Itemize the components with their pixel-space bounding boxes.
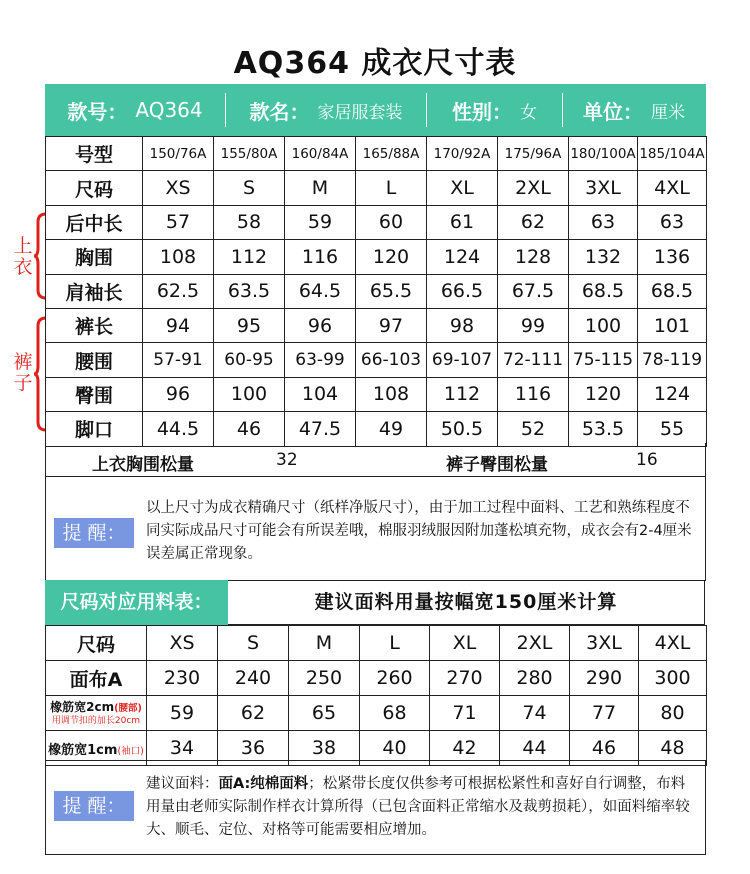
table-cell: 50.5 xyxy=(427,412,498,446)
hip-ease-label: 裤子臀围松量 xyxy=(446,455,548,475)
size-cell: L xyxy=(356,171,427,205)
table-cell: 55 xyxy=(638,412,707,446)
hip-ease-value: 16 xyxy=(636,450,658,470)
table-cell: 280 xyxy=(500,661,570,696)
row-label: 臀围 xyxy=(46,377,143,411)
size-cell: M xyxy=(285,171,356,205)
table-row xyxy=(46,412,707,446)
row-label: 肩袖长 xyxy=(46,274,143,308)
table-cell: 112 xyxy=(214,240,285,274)
table-cell: 49 xyxy=(356,412,427,446)
size-cell: XL xyxy=(427,171,498,205)
size-cell: L xyxy=(360,626,430,661)
size-cell: XL xyxy=(430,626,500,661)
table-cell: 99 xyxy=(498,308,569,342)
row-label: 脚口 xyxy=(46,412,143,446)
style-number-label: 款号： xyxy=(67,99,128,124)
fabric-section-header xyxy=(45,580,706,625)
table-cell: 61 xyxy=(427,205,498,239)
table-cell: 60 xyxy=(356,205,427,239)
table-cell: 63.5 xyxy=(214,274,285,308)
table-cell: 68 xyxy=(360,696,430,731)
table-cell: 136 xyxy=(638,240,707,274)
fabric-reminder-box xyxy=(45,760,706,855)
table-cell: 270 xyxy=(430,661,500,696)
table-cell: 120 xyxy=(569,377,638,411)
fabric-reminder-body: ；松紧带长度仅供参考可根据松紧性和喜好自行调整，布料用量由老师实际制作样衣计算所得（已包含面料正常缩水及裁剪损耗），如面料缩率较大、顺毛、定位、对格等可能需要相应增加。 xyxy=(146,776,690,838)
table-cell: 112 xyxy=(427,377,498,411)
table-cell: 116 xyxy=(498,377,569,411)
table-cell: 57-91 xyxy=(143,343,214,377)
table-cell: 66.5 xyxy=(427,274,498,308)
table-cell: 80 xyxy=(639,696,707,731)
size-cell: 4XL xyxy=(638,171,707,205)
gender-value: 女 xyxy=(520,102,537,123)
product-info-bar xyxy=(45,84,706,136)
table-cell: 290 xyxy=(570,661,639,696)
table-cell: 47.5 xyxy=(285,412,356,446)
table-cell: 230 xyxy=(147,661,218,696)
size-cell: 3XL xyxy=(569,171,638,205)
table-cell: 78-119 xyxy=(638,343,707,377)
fabric-width-note: 建议面料用量按幅宽150厘米计算 xyxy=(228,580,705,625)
elastic-2cm-note: 用调节扣的加长20cm xyxy=(51,715,141,726)
table-cell: 44 xyxy=(500,731,570,766)
model-label: 号型 xyxy=(46,137,143,171)
table-cell: 46 xyxy=(570,731,639,766)
table-cell: 65.5 xyxy=(356,274,427,308)
table-cell: 68.5 xyxy=(638,274,707,308)
model-cell: 180/100A xyxy=(569,137,638,171)
table-cell: 59 xyxy=(285,205,356,239)
table-cell: 64.5 xyxy=(285,274,356,308)
table-cell: 36 xyxy=(218,731,289,766)
reminder-badge: 提 醒： xyxy=(54,791,134,821)
table-cell: 72-111 xyxy=(498,343,569,377)
table-cell: 75-115 xyxy=(569,343,638,377)
table-cell: 69-107 xyxy=(427,343,498,377)
row-label: 后中长 xyxy=(46,205,143,239)
gender xyxy=(427,84,562,136)
fabric-recommendation: 面A:纯棉面料 xyxy=(218,776,309,792)
table-cell: 128 xyxy=(498,240,569,274)
unit-label: 单位： xyxy=(583,99,643,124)
table-cell: 300 xyxy=(639,661,707,696)
style-name xyxy=(226,84,426,136)
size-cell: S xyxy=(214,171,285,205)
table-cell: 250 xyxy=(289,661,360,696)
table-cell: 104 xyxy=(285,377,356,411)
row-label xyxy=(46,696,147,731)
top-section-label: 上衣 xyxy=(13,235,33,278)
table-cell: 52 xyxy=(498,412,569,446)
size-cell: M xyxy=(289,626,360,661)
table-cell: 240 xyxy=(218,661,289,696)
style-name-label: 款名： xyxy=(249,99,310,124)
reminder-badge: 提 醒： xyxy=(54,518,134,548)
style-number xyxy=(45,84,225,136)
style-number-value: AQ364 xyxy=(135,98,203,122)
table-row xyxy=(46,274,707,308)
style-name-value: 家居服套装 xyxy=(317,102,403,123)
table-cell: 38 xyxy=(289,731,360,766)
table-cell: 68.5 xyxy=(569,274,638,308)
model-cell: 175/96A xyxy=(498,137,569,171)
model-cell: 155/80A xyxy=(214,137,285,171)
table-cell: 40 xyxy=(360,731,430,766)
table-cell: 95 xyxy=(214,308,285,342)
table-cell: 34 xyxy=(147,731,218,766)
fabric-section-title: 尺码对应用料表： xyxy=(45,580,228,625)
size-row xyxy=(46,626,707,661)
table-cell: 59 xyxy=(147,696,218,731)
elastic-2cm-name: 橡筋宽2cm xyxy=(50,699,115,714)
size-chart-table xyxy=(45,136,707,447)
chest-ease-value: 32 xyxy=(276,450,298,470)
table-row xyxy=(46,240,707,274)
elastic-2cm-label xyxy=(46,700,146,716)
table-cell: 42 xyxy=(430,731,500,766)
size-cell: S xyxy=(218,626,289,661)
row-label: 面布A xyxy=(46,661,147,696)
table-cell: 94 xyxy=(143,308,214,342)
table-cell: 260 xyxy=(360,661,430,696)
table-cell: 65 xyxy=(289,696,360,731)
pants-section-label: 裤子 xyxy=(13,351,33,394)
fabric-reminder-text xyxy=(146,773,698,842)
table-cell: 62 xyxy=(498,205,569,239)
model-cell: 170/92A xyxy=(427,137,498,171)
table-cell: 132 xyxy=(569,240,638,274)
table-row xyxy=(46,308,707,342)
size-cell: 3XL xyxy=(570,626,639,661)
table-cell: 97 xyxy=(356,308,427,342)
table-cell: 46 xyxy=(214,412,285,446)
table-cell: 44.5 xyxy=(143,412,214,446)
size-label: 尺码 xyxy=(46,626,147,661)
table-row xyxy=(46,205,707,239)
table-cell: 124 xyxy=(427,240,498,274)
size-row xyxy=(46,171,707,205)
table-row xyxy=(46,377,707,411)
reminder-text: 以上尺寸为成衣精确尺寸（纸样净版尺寸），由于加工过程中面料、工艺和熟练程度不同实际成品尺寸可能会有所误差哦，棉服羽绒服因附加蓬松填充物，成衣会有2-4厘米误差属正常现象。 xyxy=(146,500,692,562)
table-cell: 48 xyxy=(639,731,707,766)
size-cell: 2XL xyxy=(498,171,569,205)
table-cell: 67.5 xyxy=(498,274,569,308)
size-cell: 2XL xyxy=(500,626,570,661)
model-cell: 150/76A xyxy=(143,137,214,171)
elastic-2cm-tag: (腰部) xyxy=(114,702,142,714)
table-cell: 124 xyxy=(638,377,707,411)
table-cell: 63 xyxy=(638,205,707,239)
table-cell: 108 xyxy=(143,240,214,274)
table-cell: 57 xyxy=(143,205,214,239)
elastic-1cm-name: 橡筋宽1cm xyxy=(48,743,118,758)
unit xyxy=(563,84,705,136)
table-cell: 108 xyxy=(356,377,427,411)
table-cell: 62 xyxy=(218,696,289,731)
table-cell: 74 xyxy=(500,696,570,731)
model-cell: 185/104A xyxy=(638,137,707,171)
table-cell: 71 xyxy=(430,696,500,731)
fabric-usage-table xyxy=(45,625,707,766)
ease-row xyxy=(45,443,706,477)
table-cell: 98 xyxy=(427,308,498,342)
size-cell: XS xyxy=(147,626,218,661)
table-cell: 53.5 xyxy=(569,412,638,446)
table-cell: 63-99 xyxy=(285,343,356,377)
model-cell: 160/84A xyxy=(285,137,356,171)
gender-label: 性别： xyxy=(452,99,512,124)
model-cell: 165/88A xyxy=(356,137,427,171)
table-cell: 58 xyxy=(214,205,285,239)
table-cell: 60-95 xyxy=(214,343,285,377)
model-row xyxy=(46,137,707,171)
table-row xyxy=(46,343,707,377)
size-cell: XS xyxy=(143,171,214,205)
row-label: 裤长 xyxy=(46,308,143,342)
table-row xyxy=(46,661,707,696)
table-cell: 77 xyxy=(570,696,639,731)
row-label: 胸围 xyxy=(46,240,143,274)
table-cell: 66-103 xyxy=(356,343,427,377)
table-cell: 101 xyxy=(638,308,707,342)
table-cell: 96 xyxy=(285,308,356,342)
unit-value: 厘米 xyxy=(651,102,685,123)
table-cell: 96 xyxy=(143,377,214,411)
table-cell: 100 xyxy=(214,377,285,411)
table-row xyxy=(46,696,707,731)
table-cell: 116 xyxy=(285,240,356,274)
table-cell: 120 xyxy=(356,240,427,274)
elastic-1cm-tag: (袖口) xyxy=(117,746,144,757)
fabric-reminder-prefix: 建议面料： xyxy=(146,776,219,792)
table-cell: 62.5 xyxy=(143,274,214,308)
reminder-box xyxy=(45,476,706,581)
table-cell: 100 xyxy=(569,308,638,342)
table-cell: 63 xyxy=(569,205,638,239)
page-title: AQ364 成衣尺寸表 xyxy=(233,46,517,81)
row-label: 腰围 xyxy=(46,343,143,377)
size-label: 尺码 xyxy=(46,171,143,205)
chest-ease-label: 上衣胸围松量 xyxy=(92,455,194,475)
size-cell: 4XL xyxy=(639,626,707,661)
